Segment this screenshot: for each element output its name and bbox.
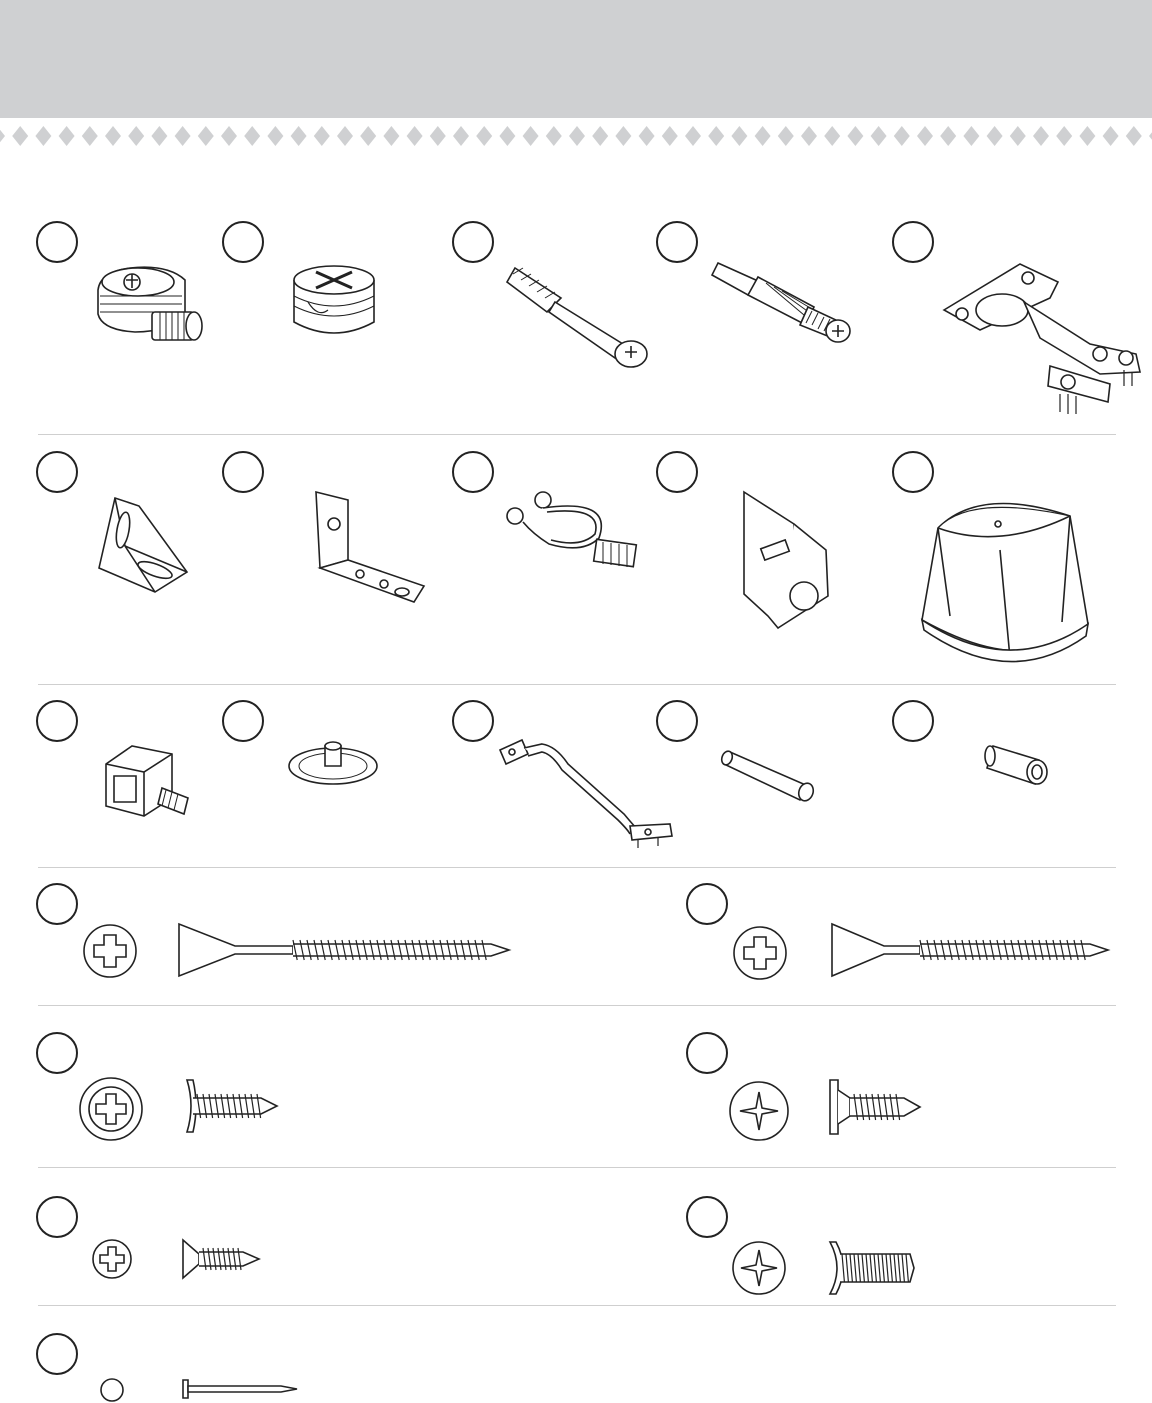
part-marker-circle — [892, 451, 934, 493]
wafer-head-screw-icon — [183, 1076, 281, 1136]
cam-lock-bolt-icon — [90, 262, 210, 357]
diamond-decoration — [546, 126, 562, 146]
nail-icon — [181, 1378, 299, 1400]
diamond-decoration — [198, 126, 214, 146]
phillips-head-icon — [82, 923, 138, 979]
header-band — [0, 0, 1152, 118]
row-divider — [38, 1005, 1116, 1006]
cam-lock-icon — [288, 260, 380, 344]
row-divider — [38, 1167, 1116, 1168]
diamond-decoration — [755, 126, 771, 146]
diamond-decoration — [82, 126, 98, 146]
phillips-head-icon — [728, 1080, 790, 1142]
diamond-decoration — [35, 126, 51, 146]
connector-bolt-icon — [505, 258, 653, 370]
part-marker-circle — [686, 883, 728, 925]
shelf-clip-icon — [503, 488, 645, 578]
wooden-dowel-icon — [722, 740, 822, 802]
pan-head-machine-screw-icon — [826, 1238, 918, 1298]
part-marker-circle — [36, 451, 78, 493]
sleeve-icon — [985, 740, 1051, 790]
diamond-decoration — [128, 126, 144, 146]
part-marker-circle — [656, 700, 698, 742]
part-marker-circle — [36, 221, 78, 263]
diamond-decoration — [662, 126, 678, 146]
phillips-head-icon — [731, 1240, 787, 1296]
diamond-decoration — [685, 126, 701, 146]
diamond-decoration — [963, 126, 979, 146]
diamond-decoration — [917, 126, 933, 146]
diamond-decoration — [360, 126, 376, 146]
row-divider — [38, 434, 1116, 435]
diamond-decoration — [12, 126, 28, 146]
diamond-decoration — [824, 126, 840, 146]
square-connector-icon — [102, 740, 198, 820]
diamond-decoration — [499, 126, 515, 146]
part-marker-circle — [892, 221, 934, 263]
row-divider — [38, 684, 1116, 685]
part-marker-circle — [222, 451, 264, 493]
diamond-decoration — [871, 126, 887, 146]
part-marker-circle — [686, 1032, 728, 1074]
diamond-decoration — [1033, 126, 1049, 146]
row-divider — [38, 1305, 1116, 1306]
diamond-decoration — [847, 126, 863, 146]
diamond-decoration — [894, 126, 910, 146]
corner-block-icon — [95, 494, 191, 596]
diamond-decoration — [592, 126, 608, 146]
diamond-decoration — [1079, 126, 1095, 146]
part-marker-circle — [686, 1196, 728, 1238]
diamond-decoration — [639, 126, 655, 146]
diamond-decoration — [0, 126, 5, 146]
part-marker-circle — [36, 700, 78, 742]
part-marker-circle — [36, 1032, 78, 1074]
diamond-border — [0, 118, 1152, 154]
diamond-decoration — [337, 126, 353, 146]
diamond-decoration — [1126, 126, 1142, 146]
diamond-decoration — [244, 126, 260, 146]
diamond-decoration — [1010, 126, 1026, 146]
diamond-decoration — [291, 126, 307, 146]
diamond-decoration — [731, 126, 747, 146]
long-wood-screw-icon — [175, 922, 513, 978]
expansion-dowel-icon — [712, 255, 854, 347]
cabinet-hinge-icon — [940, 262, 1150, 424]
diamond-decoration — [778, 126, 794, 146]
small-screw-icon — [181, 1238, 261, 1280]
part-marker-circle — [36, 1196, 78, 1238]
diamond-decoration — [221, 126, 237, 146]
l-bracket-icon — [304, 488, 428, 606]
part-marker-circle — [452, 700, 494, 742]
diamond-decoration — [175, 126, 191, 146]
diamond-decoration — [476, 126, 492, 146]
diamond-decoration — [430, 126, 446, 146]
phillips-head-icon — [732, 925, 788, 981]
part-marker-circle — [222, 221, 264, 263]
diamond-decoration — [940, 126, 956, 146]
part-marker-circle — [656, 221, 698, 263]
diamond-decoration — [59, 126, 75, 146]
diamond-decoration — [615, 126, 631, 146]
part-marker-circle — [36, 1333, 78, 1375]
diamond-decoration — [105, 126, 121, 146]
diamond-decoration — [453, 126, 469, 146]
diamond-decoration — [151, 126, 167, 146]
diamond-decoration — [407, 126, 423, 146]
row-divider — [38, 867, 1116, 868]
diamond-decoration — [523, 126, 539, 146]
round-glide-icon — [285, 740, 381, 786]
handle-icon — [498, 736, 674, 848]
part-marker-circle — [222, 700, 264, 742]
part-marker-circle — [892, 700, 934, 742]
diamond-decoration — [1103, 126, 1119, 146]
part-marker-circle — [656, 451, 698, 493]
diamond-decoration — [383, 126, 399, 146]
diamond-decoration — [569, 126, 585, 146]
plastic-foot-icon — [920, 490, 1090, 672]
wafer-head-icon — [78, 1076, 144, 1142]
long-wood-screw-icon — [828, 922, 1112, 978]
part-marker-circle — [452, 221, 494, 263]
diamond-decoration — [708, 126, 724, 146]
flat-head-screw-icon — [828, 1076, 924, 1138]
diamond-decoration — [801, 126, 817, 146]
phillips-head-icon — [91, 1238, 133, 1280]
diamond-decoration — [987, 126, 1003, 146]
shelf-support-pin-icon — [738, 488, 834, 632]
diamond-decoration — [1056, 126, 1072, 146]
part-marker-circle — [36, 883, 78, 925]
nail-head-icon — [99, 1377, 125, 1403]
diamond-decoration — [267, 126, 283, 146]
part-marker-circle — [452, 451, 494, 493]
diamond-decoration — [314, 126, 330, 146]
